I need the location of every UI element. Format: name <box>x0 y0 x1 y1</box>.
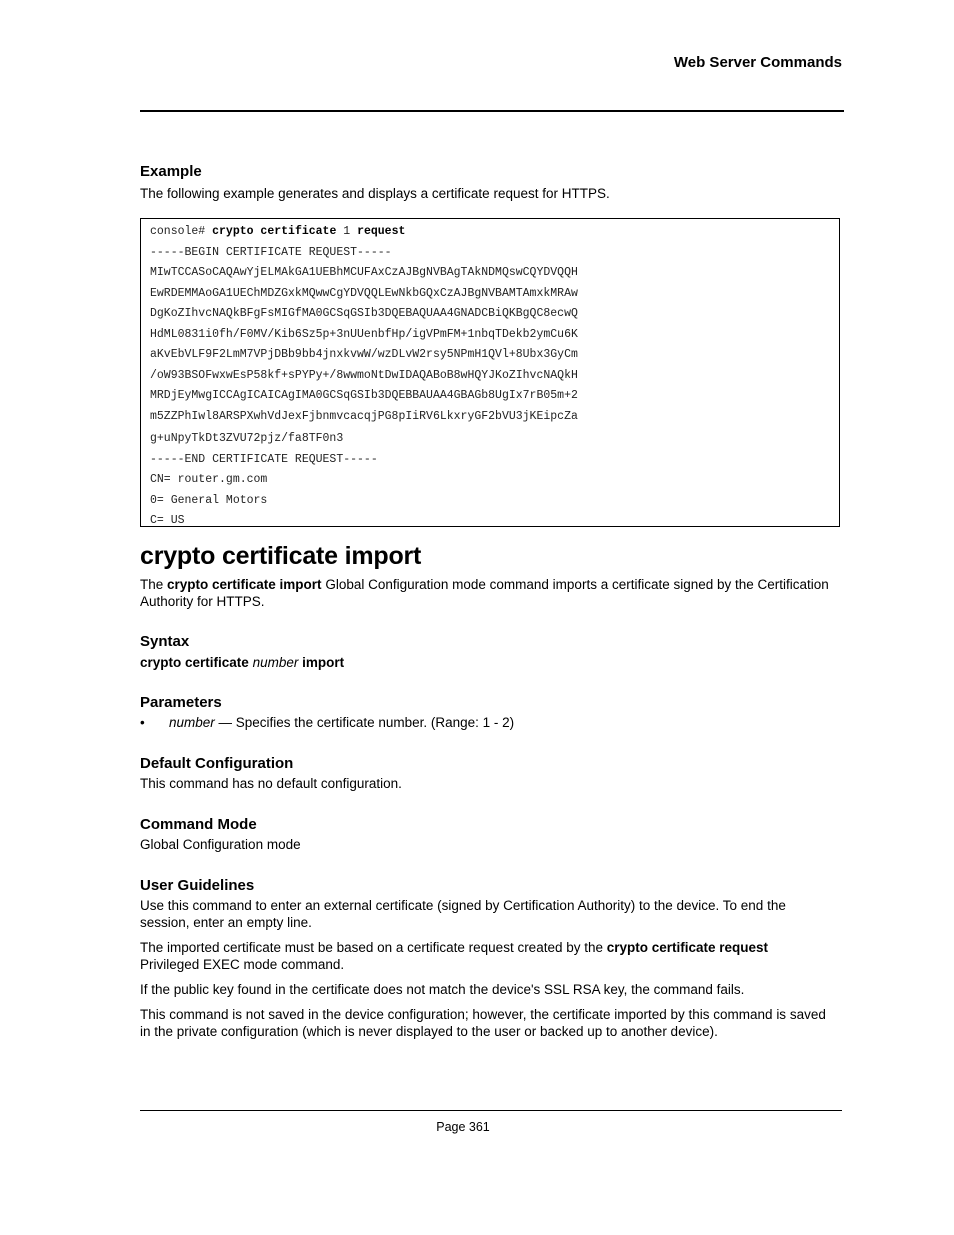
command-mode-text: Global Configuration mode <box>140 837 301 852</box>
syntax-line <box>140 654 830 671</box>
param-name: number <box>169 715 215 730</box>
guideline-paragraph: Use this command to enter an external certificate (signed by Certification Authority) to the device. To end the session, enter an empty line. <box>140 898 786 930</box>
code-line: HdML0831i0fh/F0MV/Kib6Sz5p+3nUUenbfHp/igVPmFM+1nbqTDekb2ymCu6K <box>150 327 578 341</box>
section-title: crypto certificate import <box>140 542 422 570</box>
code-line: /oW93BSOFwxwEsP58kf+sPYPy+/8wwmoNtDwIDAQABoB8wHQYJKoZIhvcNAQkH <box>150 368 578 382</box>
code-command-line <box>150 222 839 243</box>
guideline-paragraph <box>140 939 830 973</box>
bullet-icon: • <box>140 715 145 730</box>
section-intro <box>140 576 830 610</box>
code-line: aKvEbVLF9F2LmM7VPjDBb9bb4jnxkvwW/wzDLvW2rsy5NPmH1QVl+8Ubx3GyCm <box>150 348 578 361</box>
code-cmd-end: request <box>357 225 406 238</box>
page-number: Page 361 <box>436 1120 490 1134</box>
header-divider <box>140 110 844 112</box>
command-mode-heading: Command Mode <box>140 816 257 833</box>
user-guidelines-heading: User Guidelines <box>140 877 255 894</box>
guideline-text: The imported certificate must be based on a certificate request created by the <box>140 940 607 955</box>
intro-prefix: The <box>140 577 168 592</box>
guideline-paragraph: This command is not saved in the device configuration; however, the certificate imported by this command is saved in the private configuration (which is never displayed to the user or backed up to another device). <box>140 1007 826 1039</box>
guideline-paragraph: If the public key found in the certificate does not match the device's SSL RSA key, the command fails. <box>140 982 745 997</box>
example-heading: Example <box>140 163 202 180</box>
guideline-text: Privileged EXEC mode command. <box>140 957 345 972</box>
code-line: MRDjEyMwgICCAgICAICAgIMA0GCSqGSIb3DQEBBAUAA4GBAGb8UgIx7rB05m+2 <box>150 389 578 402</box>
code-block <box>140 218 840 527</box>
code-line: -----END CERTIFICATE REQUEST----- <box>150 452 378 466</box>
code-number: 1 <box>343 225 351 238</box>
guideline-command: crypto certificate request <box>606 940 769 955</box>
intro-command: crypto certificate import <box>167 577 322 592</box>
code-line: g+uNpyTkDt3ZVU72pjz/fa8TF0n3 <box>150 432 344 445</box>
running-header: Web Server Commands <box>673 54 842 71</box>
code-line: C= US <box>150 514 185 527</box>
example-intro: The following example generates and displays a certificate request for HTTPS. <box>140 186 610 201</box>
code-line: CN= router.gm.com <box>150 473 268 486</box>
syntax-cmd-end: import <box>302 655 345 670</box>
syntax-param: number <box>252 655 299 670</box>
syntax-cmd: crypto certificate <box>140 655 249 670</box>
code-line: MIwTCCASoCAQAwYjELMAkGA1UEBhMCUFAxCzAJBgNVBAgTAkNDMQswCQYDVQQH <box>150 266 578 279</box>
parameter-item <box>169 715 514 730</box>
code-line: EwRDEMMAoGA1UEChMDZGxkMQwwCgYDVQQLEwNkbGQxCzAJBgNVBAMTAmxkMRAw <box>150 286 578 300</box>
code-line: 0= General Motors <box>150 493 268 507</box>
default-config-text: This command has no default configuration. <box>140 776 402 791</box>
code-prompt: console# <box>150 225 206 238</box>
syntax-heading: Syntax <box>140 633 190 650</box>
footer-divider <box>140 1110 842 1111</box>
code-cmd: crypto certificate <box>212 225 337 238</box>
code-line: m5ZZPhIwl8ARSPXwhVdJexFjbnmvcacqjPG8pIiRV6LkxryGF2bVU3jKEipcZa <box>150 409 578 423</box>
intro-suffix: Global Configuration mode command imports a certificate signed by the Certification Authority for HTTPS. <box>140 577 829 609</box>
param-desc: — Specifies the certificate number. (Range: 1 - 2) <box>214 715 515 730</box>
code-line: DgKoZIhvcNAQkBFgFsMIGfMA0GCSqGSIb3DQEBAQUAA4GNADCBiQKBgQC8ecwQ <box>150 307 578 320</box>
parameters-heading: Parameters <box>140 694 222 711</box>
default-config-heading: Default Configuration <box>140 755 294 772</box>
code-line: -----BEGIN CERTIFICATE REQUEST----- <box>150 245 392 259</box>
